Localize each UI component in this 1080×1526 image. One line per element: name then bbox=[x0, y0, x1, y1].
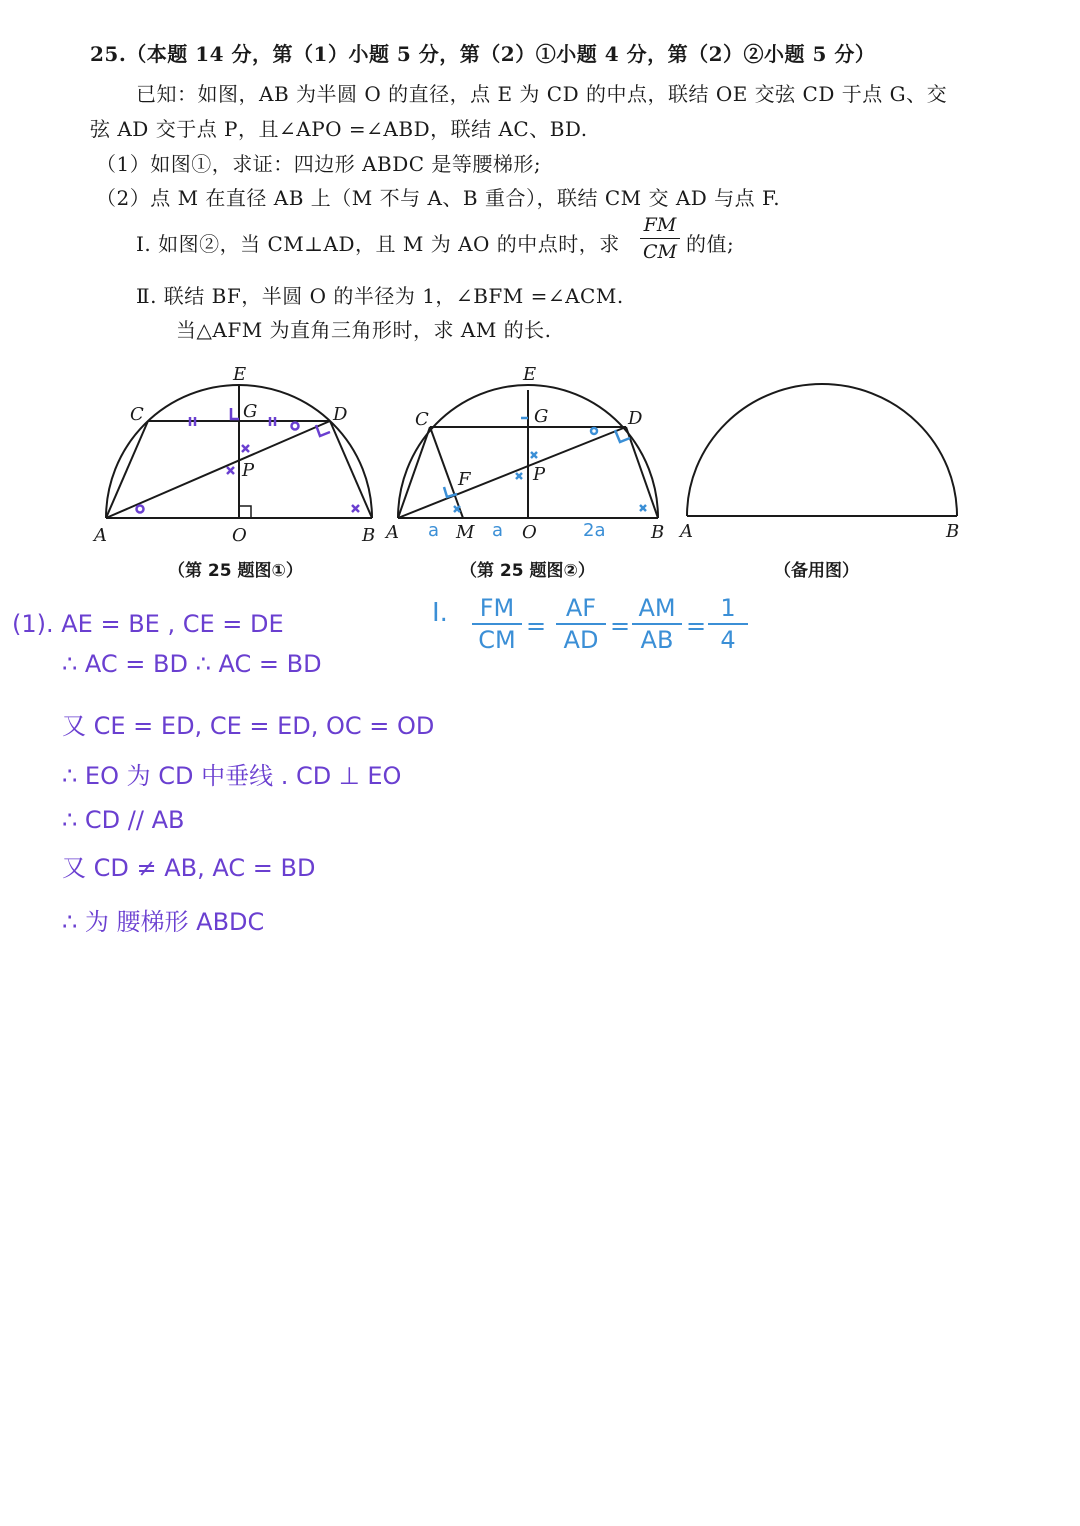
fig2-annotation-a1: a bbox=[428, 520, 440, 541]
answer-frac-1-num: FM bbox=[479, 594, 515, 622]
question-sub1-text: Ⅰ. 如图②，当 CM⊥AD，且 M 为 AO 的中点时，求 bbox=[136, 232, 620, 256]
fig2-label-f: F bbox=[458, 469, 471, 490]
fig2-segment-bd bbox=[626, 427, 658, 518]
question-header: 25.（本题 14 分，第（1）小题 5 分，第（2）①小题 4 分，第（2）②小题 5 分） bbox=[90, 42, 876, 66]
fig2-label-e: E bbox=[523, 364, 537, 385]
fig1-label-e: E bbox=[233, 364, 247, 385]
fig2-label-d: D bbox=[628, 408, 643, 429]
fig3-label-b: B bbox=[946, 521, 960, 542]
fig2-label-c: C bbox=[415, 409, 429, 430]
answer-frac-1-den: CM bbox=[478, 626, 516, 654]
fraction-numerator: FM bbox=[643, 214, 677, 236]
question-sub2-line2: 当△AFM 为直角三角形时，求 AM 的长. bbox=[176, 318, 552, 342]
answer-frac-2-bar bbox=[556, 623, 606, 625]
fig1-label-b: B bbox=[362, 525, 376, 546]
fig1-label-d: D bbox=[333, 404, 348, 425]
proof-line-6: 又 CD ≠ AB, AC = BD bbox=[62, 854, 316, 882]
question-part2: （2）点 M 在直径 AB 上（M 不与 A、B 重合），联结 CM 交 AD 与点 F. bbox=[96, 186, 781, 210]
fig2-annotation-2a: 2a bbox=[583, 520, 606, 541]
answer-frac-2-num: AF bbox=[565, 594, 597, 622]
fig1-label-p: P bbox=[242, 460, 255, 481]
fig2-annotation-a2: a bbox=[492, 520, 504, 541]
answer-frac-3-den: AB bbox=[640, 626, 674, 654]
fig2-segment-ac bbox=[398, 427, 430, 518]
fig1-chord-ad bbox=[106, 421, 330, 518]
equals-sign-2: = bbox=[610, 612, 631, 640]
fig2-label-b: B bbox=[651, 522, 665, 543]
answer-frac-3-bar bbox=[632, 623, 682, 625]
proof-line-2: ∴ AC = BD ∴ AC = BD bbox=[62, 650, 322, 678]
fig2-label-m: M bbox=[456, 522, 475, 543]
answer-frac-final-den: 4 bbox=[720, 626, 736, 654]
proof-line-7: ∴ 为 腰梯形 ABDC bbox=[62, 908, 265, 936]
fig3-labels bbox=[678, 521, 959, 542]
answer-frac-2-den: AD bbox=[563, 626, 599, 654]
question-given-line1: 已知：如图，AB 为半圆 O 的直径，点 E 为 CD 的中点，联结 OE 交弦 CD 于点 G、交 bbox=[136, 82, 948, 106]
fig1-right-angle-o bbox=[239, 506, 251, 518]
fig2-label-g: G bbox=[534, 406, 549, 427]
proof-line-3: 又 CE = ED, CE = ED, OC = OD bbox=[62, 712, 435, 740]
fig3-caption: （备用图） bbox=[774, 561, 859, 581]
fig1-label-o: O bbox=[232, 525, 247, 546]
fig3-semicircle bbox=[687, 384, 957, 516]
fig1-label-c: C bbox=[130, 404, 144, 425]
fig2-labels bbox=[384, 364, 664, 543]
fig2-chord-ad bbox=[398, 427, 626, 518]
proof-line-4: ∴ EO 为 CD 中垂线 . CD ⊥ EO bbox=[62, 762, 402, 790]
question-given-line2: 弦 AD 交于点 P，且∠APO =∠ABD，联结 AC、BD. bbox=[90, 117, 588, 141]
equals-sign-1: = bbox=[526, 612, 547, 640]
fig2-label-p: P bbox=[533, 464, 546, 485]
answer-frac-1-bar bbox=[472, 623, 522, 625]
answer-frac-1 bbox=[472, 594, 522, 654]
answer-label: I. bbox=[432, 598, 448, 628]
answer-frac-2 bbox=[556, 594, 606, 654]
figure-2 bbox=[398, 385, 658, 518]
fig1-segment-bd bbox=[330, 421, 372, 518]
answer-frac-final-bar bbox=[708, 623, 748, 625]
fig1-label-a: A bbox=[94, 525, 107, 546]
answer-frac-final bbox=[708, 594, 748, 654]
question-sub1-suffix: 的值; bbox=[686, 232, 735, 256]
question-part1: （1）如图①，求证：四边形 ABDC 是等腰梯形; bbox=[96, 152, 542, 176]
answer-frac-3 bbox=[632, 594, 682, 654]
fraction-denominator: CM bbox=[643, 241, 677, 263]
answer-frac-3-num: AM bbox=[638, 594, 676, 622]
fig2-label-a: A bbox=[386, 522, 399, 543]
fig2-caption: （第 25 题图②） bbox=[460, 561, 595, 581]
answer-frac-final-num: 1 bbox=[720, 594, 736, 622]
question-sub2-line1: Ⅱ. 联结 BF，半圆 O 的半径为 1，∠BFM =∠ACM. bbox=[136, 284, 624, 308]
fig1-label-g: G bbox=[243, 401, 258, 422]
figure-3 bbox=[687, 384, 957, 516]
proof-line-5: ∴ CD // AB bbox=[62, 806, 185, 834]
fig3-label-a: A bbox=[680, 521, 693, 542]
equals-sign-3: = bbox=[686, 612, 707, 640]
fig1-caption: （第 25 题图①） bbox=[168, 561, 303, 581]
proof-line-1: (1). AE = BE , CE = DE bbox=[12, 610, 284, 638]
fig2-label-o: O bbox=[522, 522, 537, 543]
figures-svg bbox=[0, 0, 1080, 600]
